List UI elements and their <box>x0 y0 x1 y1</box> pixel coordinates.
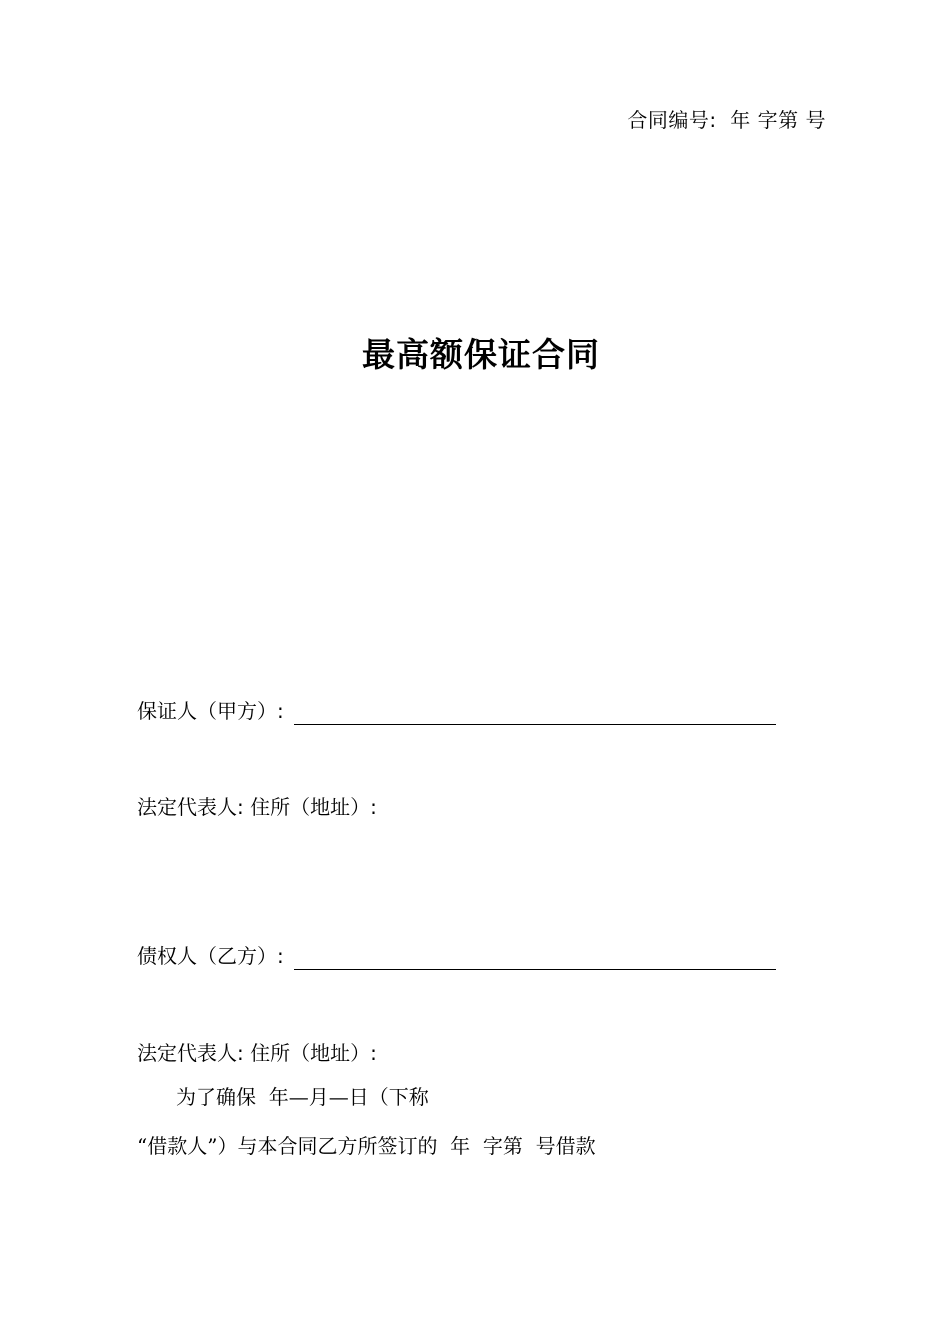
guarantor-field <box>137 697 776 725</box>
body-paragraph-line-2: “借款人”）与本合同乙方所签订的 年 字第 号借款 <box>137 1134 596 1158</box>
creditor-legal-rep: 法定代表人: 住所（地址）: <box>137 1041 377 1065</box>
body-paragraph-line-1: 为了确保 年—月—日（下称 <box>176 1085 429 1109</box>
creditor-label: 债权人（乙方）: <box>137 944 284 968</box>
page-title: 最高额保证合同 <box>362 335 600 374</box>
creditor-field <box>137 942 776 970</box>
guarantor-label: 保证人（甲方）: <box>137 699 284 723</box>
creditor-blank-line <box>294 947 776 970</box>
contract-number: 合同编号: 年 字第 号 <box>627 108 826 132</box>
guarantor-legal-rep: 法定代表人: 住所（地址）: <box>137 795 377 819</box>
guarantor-blank-line <box>294 702 776 725</box>
